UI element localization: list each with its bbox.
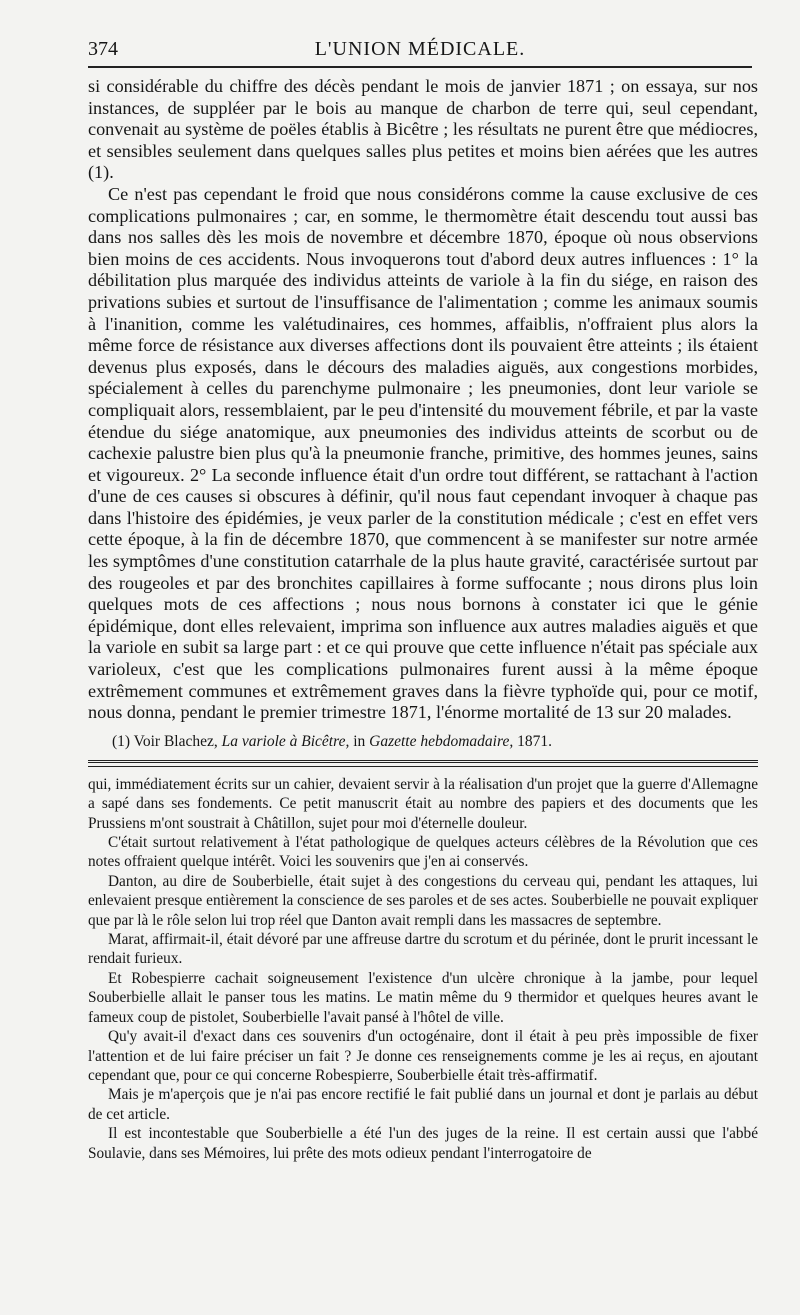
footnote-work-title: La variole à Bicêtre, [221,732,350,750]
feuilleton-paragraph: Qu'y avait-il d'exact dans ces souvenirs d'un octogénaire, dont il était à peu près impossible de fixer l'attention et de lui faire préciser un fait ? Je donne ces renseignements comme je les ai reçus, en ajoutant cependant que, pour ce qui concerne Robespierre, Souberbielle était très-affirmatif. [88,1028,758,1084]
feuilleton-paragraph: Danton, au dire de Souberbielle, était sujet à des congestions du cerveau qui, pendant les attaques, lui enlevaient presque entièrement la conscience de ses paroles et de ses actes. Souberbielle ne pouvait expliquer que par là le rôle selon lui trop réel que Danton avait rempli dans les massacres de septembre. [88,872,758,929]
feuilleton-paragraph: Et Robespierre cachait soigneusement l'existence d'un ulcère chronique à la jambe, pour lequel Souberbielle allait le panser tous les matins. Le matin même du 9 thermidor et quelques heures avant le fameux coup de pistolet, Souberbielle l'avait pansé à l'hôtel de ville. [88,969,758,1026]
main-article-body [88,76,758,724]
feuilleton-paragraph: Marat, affirmait-il, était dévoré par une affreuse dartre du scrotum et du périnée, dont le prurit incessant le rendait furieux. [88,931,758,968]
section-divider [88,760,758,767]
feuilleton-paragraph: Mais je m'aperçois que je n'ai pas encore rectifié le fait publié dans un journal et dont je parlais au début de cet article. [88,1086,758,1123]
footnote-middle: in [349,732,370,750]
footnote-year: 1871. [513,732,552,750]
page-number: 374 [88,38,118,60]
footnote [88,732,758,752]
feuilleton-paragraph: Il est incontestable que Souberbielle a été l'un des juges de la reine. Il est certain aussi que l'abbé Soulavie, dans ses Mémoires, lui prête des mots odieux pendant l'interrogatoire de [88,1125,758,1162]
page-header [88,38,752,68]
footnote-prefix: (1) Voir Blachez, [112,732,222,750]
main-paragraph: Ce n'est pas cependant le froid que nous considérons comme la cause exclusive de ces complications pulmonaires ; car, en somme, le thermomètre était descendu tout aussi bas dans nos salles dès les mois de novembre et décembre 1870, époque où nous observions bien moins de ces accidents. Nous invoquerons tout d'abord deux autres influences : 1° la débilitation plus marquée des individus atteints de variole à la fin du siége, en raison des privations subies et surtout de l'insuffisance de l'alimentation ; comme les animaux soumis à l'inanition, comme les valétudinaires, ces hommes, affaiblis, n'offraient plus alors la même force de résistance aux diverses affections dont ils pouvaient être atteints ; ils étaient devenus plus exposés, dans le décours des maladies aiguës, aux congestions morbides, spécialement à celles du parenchyme pulmonaire ; les pneumonies, dont leur variole se compliquait alors, ressemblaient, par le peu d'intensité du mouvement fébrile, et par la vaste étendue du siége anatomique, aux pneumonies des individus atteints de scorbut ou de cachexie palustre bien plus qu'à la pneumonie franche, primitive, des hommes jeunes, sains et vigoureux. 2° La seconde influence était d'un ordre tout différent, se rattachant à l'action d'une de ces causes si obscures à définir, qu'il nous faut cependant invoquer à chaque pas dans l'histoire des épidémies, je veux parler de la constitution médicale ; c'est en effet vers cette époque, à la fin de décembre 1870, que commencent à se manifester sur notre armée les symptômes d'une constitution catarrhale de la plus haute gravité, caractérisée surtout par des rougeoles et par des bronchites capillaires à forme suffocante ; nous dirons plus loin quelques mots de ces affections ; nous nous bornons à constater ici que le génie épidémique, dont elles relevaient, imprima son influence aux autres maladies aiguës et que la variole en subit sa large part : et ce qui prouve que cette influence n'était pas spéciale aux varioleux, c'est que les complications pulmonaires furent aussi à la même époque extrêmement communes et extrêmement graves dans la fièvre typhoïde qui, pour ce motif, nous donna, pendant le premier trimestre 1871, l'énorme mortalité de 13 sur 20 malades. [88,183,758,723]
main-paragraph: si considérable du chiffre des décès pendant le mois de janvier 1871 ; on essaya, sur nos instances, de suppléer par le bois au manque de charbon de terre qui, seul cependant, convenait au système de poëles établis à Bicêtre ; les résultats ne purent être que médiocres, et sensibles seulement dans quelques salles plus petites et moins bien aérées que les autres (1). [88,76,758,183]
footnote-journal: Gazette hebdomadaire, [369,732,514,750]
journal-title: L'UNION MÉDICALE. [314,38,526,60]
feuilleton-body [88,775,758,1163]
feuilleton-paragraph: C'était surtout relativement à l'état pathologique de quelques acteurs célèbres de la Révolution que ces notes offraient quelque intérêt. Voici les souvenirs que j'en ai conservés. [88,834,758,871]
feuilleton-paragraph: qui, immédiatement écrits sur un cahier, devaient servir à la réalisation d'un projet que la guerre d'Allemagne a sapé dans ses fondements. Ce petit manuscrit était au nombre des papiers et des documents que les Prussiens m'ont soustrait à Châtillon, sujet pour moi d'éternelle douleur. [88,775,758,832]
